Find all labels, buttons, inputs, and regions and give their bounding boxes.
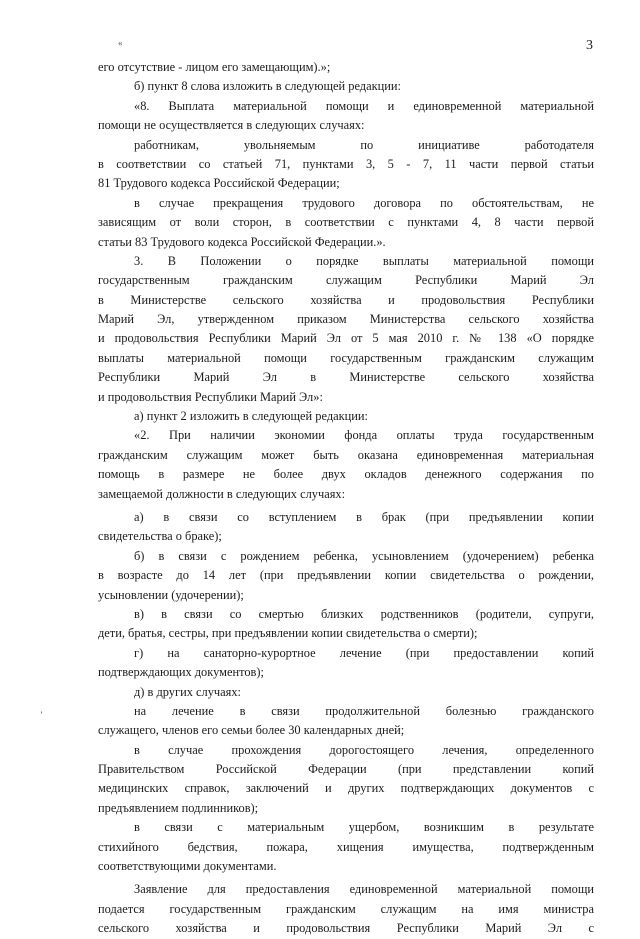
text-line: и продовольствия Республики Марий Эл от 5 мая 2010 г. № 138 «О порядке	[98, 331, 594, 346]
text-line: Республики Марий Эл в Министерстве сельского хозяйства	[98, 370, 594, 385]
text-line: соответствующими документами.	[98, 859, 277, 874]
text-line: в соответствии со статьей 71, пунктами 3, 5 - 7, 11 части первой статьи	[98, 156, 594, 171]
scan-speck: ʼ	[40, 710, 43, 720]
text-line: 81 Трудового кодекса Российской Федерации;	[98, 176, 340, 191]
text-line: в Министерстве сельского хозяйства и продовольствия Республики	[98, 292, 594, 307]
text-line: государственным гражданским служащим Республики Марий Эл	[98, 273, 594, 288]
text-line: а) в связи со вступлением в брак (при предъявлении копии	[134, 509, 594, 524]
page-number: 3	[586, 38, 593, 53]
text-line: в) в связи со смертью близких родственников (родители, супруги,	[134, 606, 594, 621]
text-line: Заявление для предоставления единовременной материальной помощи	[134, 882, 594, 897]
text-line: усыновлении (удочерении);	[98, 587, 244, 602]
text-line: помощи не осуществляется в следующих случаях:	[98, 118, 365, 133]
text-line: стихийного бедствия, пожара, хищения имущества, подтвержденным	[98, 839, 594, 854]
text-line: «2. При наличии экономии фонда оплаты труда государственным	[134, 428, 594, 443]
text-line: его отсутствие - лицом его замещающим).»;	[98, 60, 331, 74]
text-line: свидетельства о браке);	[98, 529, 222, 544]
text-line: работникам, увольняемым по инициативе работодателя	[134, 137, 594, 152]
document-body	[98, 58, 594, 939]
text-line: предъявлением подлинников);	[98, 800, 259, 815]
text-line: б) в связи с рождением ребенка, усыновлением (удочерением) ребенка	[134, 548, 594, 563]
text-line: 3. В Положении о порядке выплаты материальной помощи	[134, 253, 594, 268]
text-line: подтверждающих документов);	[98, 665, 264, 680]
scan-speck: «	[118, 38, 123, 48]
text-line: д) в других случаях:	[134, 684, 241, 699]
text-line: Правительством Российской Федерации (при представлении копий	[98, 762, 594, 777]
text-line: статьи 83 Трудового кодекса Российской Федерации.».	[98, 234, 386, 249]
text-line: дети, братья, сестры, при предъявлении копии свидетельства о смерти);	[98, 626, 478, 641]
text-line: медицинских справок, заключений и других подтверждающих документов с	[98, 781, 594, 796]
text-line: служащего, членов его семьи более 30 календарных дней;	[98, 723, 405, 738]
text-line: сельского хозяйства и продовольствия Республики Марий Эл с	[98, 921, 594, 936]
text-line: в возрасте до 14 лет (при предъявлении копии свидетельства о рождении,	[98, 568, 594, 583]
text-line: зависящим от воли сторон, в соответствии с пунктами 4, 8 части первой	[98, 215, 594, 230]
text-line: Марий Эл, утвержденном приказом Министерства сельского хозяйства	[98, 312, 594, 327]
text-line: б) пункт 8 слова изложить в следующей редакции:	[134, 79, 401, 94]
text-line: и продовольствия Республики Марий Эл»:	[98, 389, 323, 404]
text-line: подается государственным гражданским служащим на имя министра	[98, 901, 594, 916]
text-line: гражданским служащим может быть оказана единовременная материальная	[98, 447, 594, 462]
text-line: в случае прохождения дорогостоящего лечения, определенного	[134, 742, 594, 757]
text-line: в случае прекращения трудового договора по обстоятельствам, не	[134, 195, 594, 210]
text-line: выплаты материальной помощи государственным гражданским служащим	[98, 350, 594, 365]
text-line: на лечение в связи продолжительной болезнью гражданского	[134, 703, 594, 718]
text-line: а) пункт 2 изложить в следующей редакции:	[134, 409, 368, 424]
text-line: «8. Выплата материальной помощи и единовременной материальной	[134, 98, 594, 113]
text-line: помощь в размере не более двух окладов денежного содержания по	[98, 467, 594, 482]
text-line: замещаемой должности в следующих случаях:	[98, 486, 346, 501]
text-line: г) на санаторно-курортное лечение (при предоставлении копий	[134, 645, 594, 660]
text-line: в связи с материальным ущербом, возникшим в результате	[134, 820, 594, 835]
